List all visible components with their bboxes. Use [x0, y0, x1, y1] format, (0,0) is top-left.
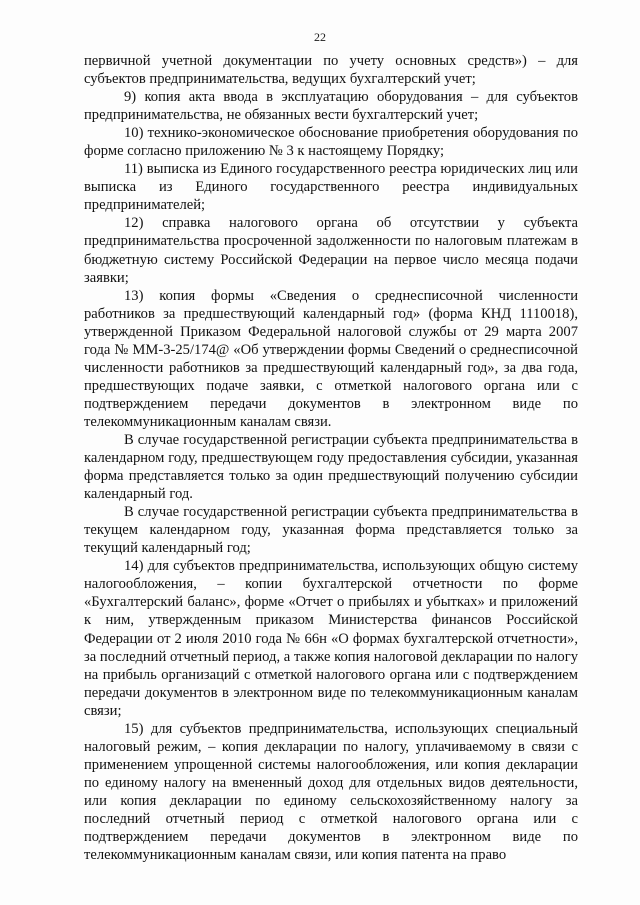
document-body [84, 52, 578, 864]
paragraph-continuation: первичной учетной документации по учету основных средств») – для субъектов предпринимательства, ведущих бухгалтерский учет; [84, 53, 578, 88]
paragraph-item-12: 12) справка налогового органа об отсутствии у субъекта предпринимательства просроченной задолженности по налоговым платежам в бюджетную систему Российской Федерации на первое число месяца подачи заявки; [84, 215, 578, 286]
paragraph-item-10: 10) технико-экономическое обоснование приобретения оборудования по форме согласно приложению № 3 к настоящему Порядку; [84, 125, 578, 160]
paragraph-item-11: 11) выписка из Единого государственного реестра юридических лиц или выписка из Единого государственного реестра индивидуальных предпринимателей; [84, 161, 578, 214]
page-number: 22 [314, 30, 326, 44]
paragraph-item-14: 14) для субъектов предпринимательства, использующих общую систему налогообложения, – копии бухгалтерской отчетности по форме «Бухгалтерский баланс», форме «Отчет о прибылях и убытках» и приложений к ним, утвержденным приказом Министерства финансов Российской Федерации от 2 июля 2010 года № 66н «О формах бухгалтерской отчетности», за последний отчетный период, а также копия налоговой декларации по налогу на прибыль организаций с отметкой налогового органа или с подтверждением передачи документов в электронном виде по телекоммуникационным каналам связи; [84, 558, 578, 719]
paragraph-item-15: 15) для субъектов предпринимательства, использующих специальный налоговый режим, – копия декларации по налогу, уплачиваемому в связи с применением упрощенной системы налогообложения, или копия декларации по единому налогу на вмененный доход для отдельных видов деятельности, или копия декларации по единому сельскохозяйственному налогу за последний отчетный период с отметкой налогового органа или с подтверждением передачи документов в электронном виде по телекоммуникационным каналам связи, или копия патента на право [84, 720, 578, 864]
paragraph-note-current-year: В случае государственной регистрации субъекта предпринимательства в текущем календарном году, указанная форма представляется только за текущий календарный год; [84, 504, 578, 557]
paragraph-item-13: 13) копия формы «Сведения о среднесписочной численности работников за предшествующий календарный год» (форма КНД 1110018), утвержденной Приказом Федеральной налоговой службы от 29 марта 2007 года № ММ-3-25/174@ «Об утверждении формы Сведений о среднесписочной численности работников за предшествующий календарный год», за два года, предшествующих подаче заявки, с отметкой налогового органа или с подтверждением передачи документов в электронном виде по телекоммуникационным каналам связи. [84, 287, 578, 430]
paragraph-item-9: 9) копия акта ввода в эксплуатацию оборудования – для субъектов предпринимательства, не обязанных вести бухгалтерский учет; [84, 89, 578, 124]
paragraph-note-previous-year: В случае государственной регистрации субъекта предпринимательства в календарном году, предшествующем году предоставления субсидии, указанная форма представляется только за один предшествующий получению субсидии календарный год. [84, 431, 578, 503]
